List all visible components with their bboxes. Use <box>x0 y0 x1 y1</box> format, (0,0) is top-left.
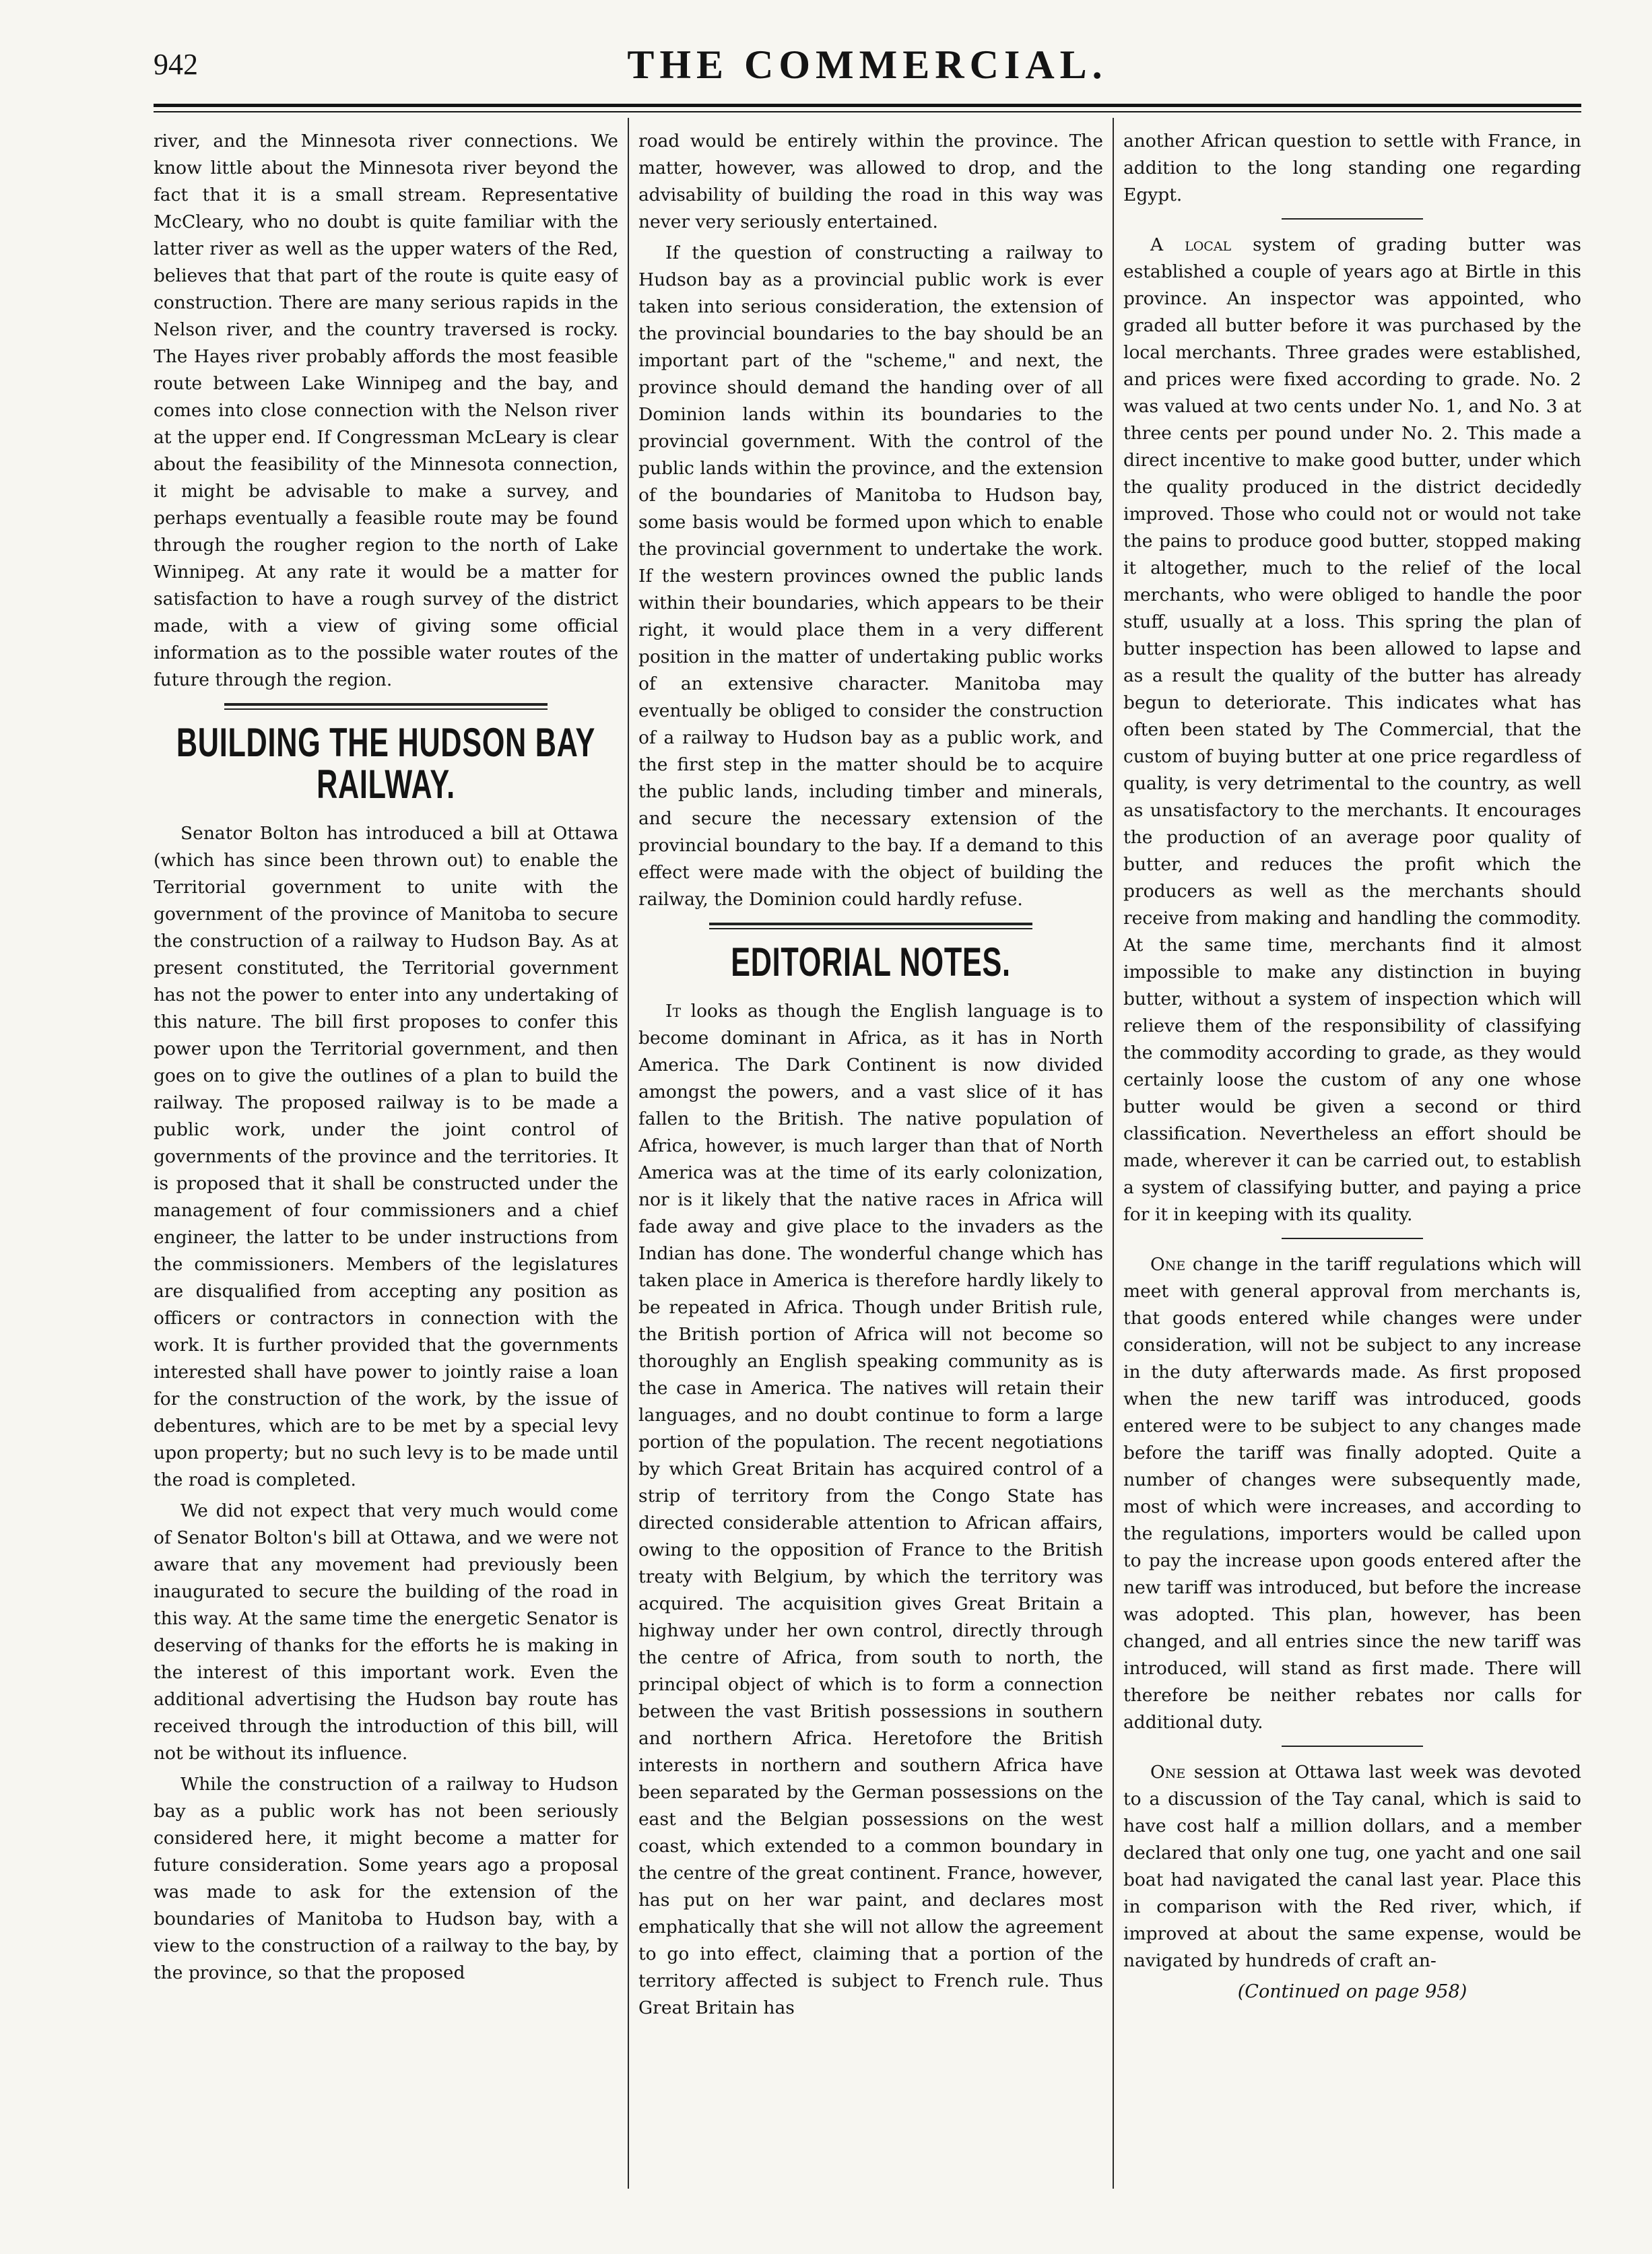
article-continuation: another African question to settle with France, in addition to the long standing one regarding Egypt. <box>1123 131 1581 205</box>
continuation-notice: (Continued on page 958) <box>1237 1981 1467 2002</box>
header-rule-thick <box>154 104 1581 107</box>
lead-word: One <box>1150 1762 1186 1783</box>
column-3 <box>1123 128 1581 2175</box>
note-divider <box>1282 1238 1423 1239</box>
note-text: system of grading butter was established a couple of years ago at Birtle in this province. An inspector was appointed, who graded all butter before it was purchased by the local merchants. Three grades were established, and prices were fixed according to grade. No. 2 was valued at two cents under No. 1, and No. 3 at three cents per pound under No. 2. This made a direct incentive to make good butter, under which the quality produced in the district decidedly improved. Those who could not or would not take the pains to produce good butter, stopped making it altogether, much to the relief of the local merchants, who were obliged to handle the poor stuff, usually at a loss. This spring the plan of butter inspection has been allowed to lapse and as a result the quality of the butter has already begun to deteriorate. This indicates what has often been stated by The Commercial, that the custom of buying butter at one price regardless of quality, is very detrimental to the country, as well as unsatisfactory to the merchants. It encourages the production of an average poor quality of butter, and reduces the profit which the producers as well as the merchants should receive from making and handling the commodity. At the same time, merchants find it almost impossible to make any distinction in buying butter, without a system of inspection which will relieve them of the responsibility of classifying the commodity according to grade, as they would certainly loose the custom of any one whose butter would be given a second or third classification. Nevertheless an effort should be made, wherever it can be carried out, to establish a system of classifying butter, and paying a price for it in keeping with its quality. <box>1123 234 1581 1225</box>
header-rule-thin <box>154 111 1581 112</box>
editorial-note <box>1123 1759 1581 1975</box>
lead-word: It <box>665 1001 682 1022</box>
page-header <box>154 42 1581 102</box>
section-divider <box>224 703 548 710</box>
article-headline: BUILDING THE HUDSON BAY RAILWAY. <box>176 720 596 807</box>
column-divider <box>628 118 629 2189</box>
editorial-note <box>638 998 1103 2022</box>
note-text: looks as though the English language is to become dominant in Africa, as it has in North America. The Dark Continent is now divided amongst the powers, and a vast slice of it has fallen to the British. The native population of Africa, however, is much larger than that of North America was at the time of its early colonization, nor is it likely that the native races in Africa will fade away and give place to the invaders as the Indian has done. The wonderful change which has taken place in America is therefore hardly likely to be repeated in Africa. Though under British rule, the British portion of Africa will not become so thoroughly an English speaking community as is the case in America. The natives will retain their languages, and no doubt continue to form a large portion of the population. The recent negotiations by which Great Britain has acquired control of a strip of territory from the Congo State has directed considerable attention to African affairs, owing to the opposition of France to the British treaty with Belgium, by which the territory was acquired. The acquisition gives Great Britain a highway under her own control, directly through the centre of Africa, from south to north, the principal object of which is to form a connection between the vast British possessions in southern and northern Africa. Heretofore the British interests in northern and southern Africa have been separated by the German possessions on the east and the Belgian possessions on the west coast, which extended to a common boundary in the centre of the great continent. France, however, has put on her war paint, and declares most emphatically that she will not allow the agreement to go into effect, claiming that a portion of the territory affected is subject to French rule. Thus Great Britain has <box>638 1001 1103 2018</box>
article-paragraph: Senator Bolton has introduced a bill at Ottawa (which has since been thrown out) to enable the Territorial government to unite with the government of the province of Manitoba to secure the construction of a railway to Hudson Bay. As at present constituted, the Territorial government has not the power to enter into any undertaking of this nature. The bill first proposes to confer this power upon the Territorial government, and then goes on to give the outlines of a plan to build the railway. The proposed railway is to be made a public work, under the joint control of governments of the province and the territories. It is proposed that it shall be constructed under the management of four commissioners and a chief engineer, the latter to be under instructions from the commissioners. Members of the legislatures are disqualified from accepting any position as officers or contractors in connection with the work. It is further provided that the governments interested shall have power to jointly raise a loan for the construction of the work, by the issue of debentures, which are to be met by a special levy upon property; but no such levy is to be made until the road is completed. <box>154 823 618 1490</box>
article-continuation: river, and the Minnesota river connections. We know little about the Minnesota river beyond the fact that it is a small stream. Representative McCleary, who no doubt is quite familiar with the latter river as well as the upper waters of the Red, believes that that part of the route is quite easy of construction. There are many serious rapids in the Nelson river, and the country traversed is rocky. The Hayes river probably affords the most feasible route between Lake Winnipeg and the bay, and comes into close connection with the Nelson river at the upper end. If Congressman McLeary is clear about the feasibility of the Minnesota connection, it might be advisable to make a survey, and perhaps eventually a feasible route may be found through the rougher region to the north of Lake Winnipeg. At any rate it would be a matter for satisfaction to have a rough survey of the district made, with a view of giving some official information as to the possible water routes of the future through the region. <box>154 131 618 690</box>
note-text: session at Ottawa last week was devoted to a discussion of the Tay canal, which is said to have cost half a million dollars, and a member declared that only one tug, one yacht and one sail boat had navigated the canal last year. Place this in comparison with the Red river, which, if improved at about the same expense, would be navigated by hundreds of craft an- <box>1123 1762 1581 1971</box>
lead-word: A local <box>1150 234 1232 255</box>
note-divider <box>1282 1746 1423 1747</box>
masthead-title: THE COMMERCIAL. <box>627 42 1108 87</box>
column-divider <box>1113 118 1114 2189</box>
article-continuation: road would be entirely within the province. The matter, however, was allowed to drop, and the advisability of building the road in this way was never very seriously entertained. <box>638 131 1103 232</box>
article-paragraph: While the construction of a railway to Hudson bay as a public work has not been seriously considered here, it might become a matter for future consideration. Some years ago a proposal was made to ask for the extension of the boundaries of Manitoba to Hudson bay, with a view to the construction of a railway to the bay, by the province, so that the proposed <box>154 1774 618 1983</box>
section-headline: EDITORIAL NOTES. <box>731 939 1011 985</box>
page-number: 942 <box>154 48 198 81</box>
article-paragraph: If the question of constructing a railway to Hudson bay as a provincial public work is ever taken into serious consideration, the extension of the provincial boundaries to the bay should be an important part of the "scheme," and next, the province should demand the handing over of all Dominion lands within its boundaries to the provincial government. With the control of the public lands within the province, and the extension of the boundaries of Manitoba to Hudson bay, some basis would be formed upon which to enable the provincial government to undertake the work. If the western provinces owned the public lands within their boundaries, which appears to be their right, it would place them in a very different position in the matter of undertaking public works of an extensive character. Manitoba may eventually be obliged to consider the construction of a railway to Hudson bay as a public work, and the first step in the matter should be to acquire the public lands, including timber and minerals, and secure the necessary extension of the provincial boundary to the bay. If a demand to this effect were made with the object of building the railway, the Dominion could hardly refuse. <box>638 242 1103 910</box>
editorial-note <box>1123 232 1581 1228</box>
section-divider <box>709 923 1032 929</box>
editorial-note <box>1123 1251 1581 1736</box>
lead-word: One <box>1150 1254 1186 1275</box>
note-divider <box>1282 218 1423 220</box>
note-text: change in the tariff regulations which will meet with general approval from merchants is, that goods entered while changes were under consideration, will not be subject to any increase in the duty afterwards made. As first proposed when the new tariff was introduced, goods entered were to be subject to any changes made before the tariff was finally adopted. Quite a number of changes were subsequently made, most of which were increases, and according to the regulations, importers would be called upon to pay the increase upon goods entered after the new tariff was introduced, but before the increase was adopted. This plan, however, has been changed, and all entries since the new tariff was introduced, will stand as first made. There will therefore be neither rebates nor calls for additional duty. <box>1123 1254 1581 1733</box>
column-1 <box>154 128 618 2175</box>
article-paragraph: We did not expect that very much would come of Senator Bolton's bill at Ottawa, and we were not aware that any movement had previously been inaugurated to secure the building of the road in this way. At the same time the energetic Senator is deserving of thanks for the efforts he is making in the interest of this important work. Even the additional advertising the Hudson bay route has received through the introduction of this bill, will not be without its influence. <box>154 1500 618 1764</box>
column-2 <box>638 128 1103 2175</box>
